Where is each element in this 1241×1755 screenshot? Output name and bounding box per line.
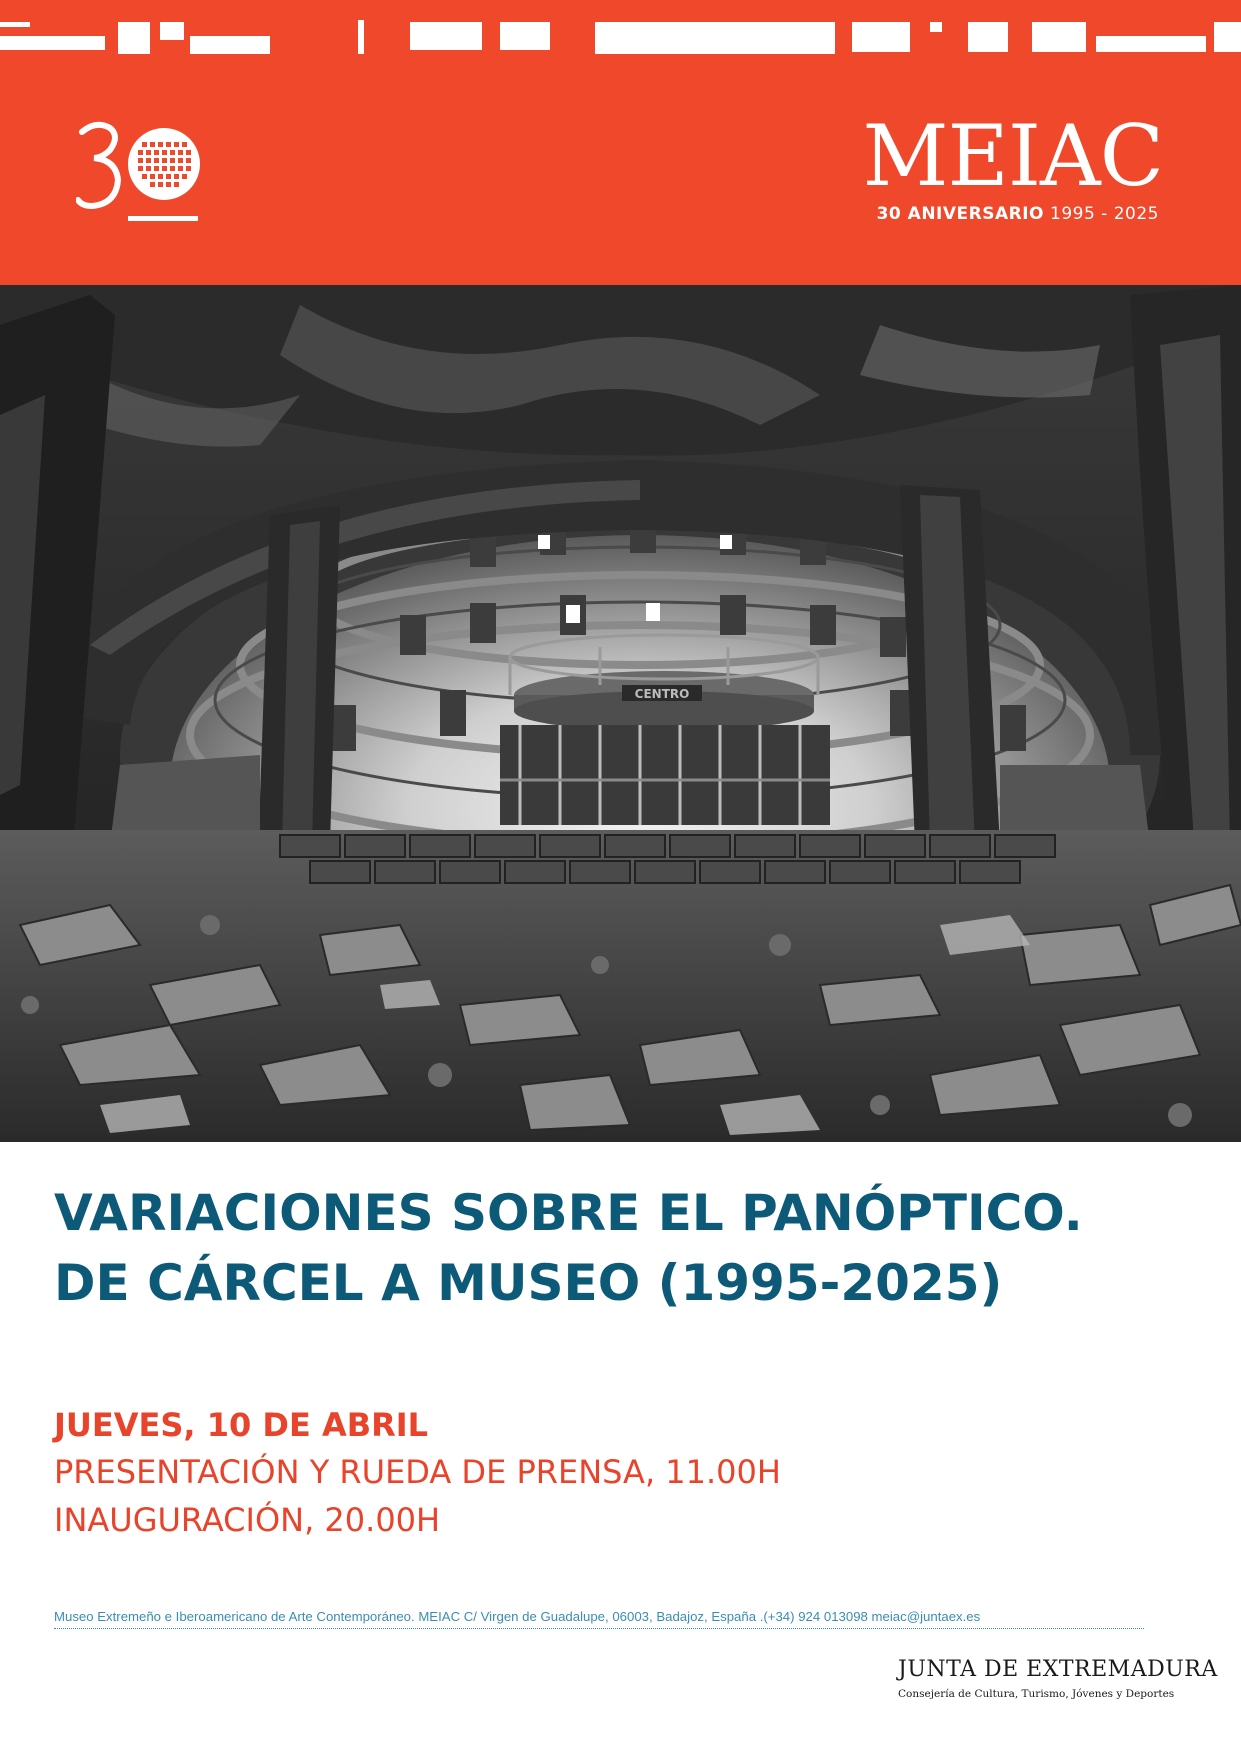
brand-name: MEIAC xyxy=(862,107,1163,205)
title-line-2: DE CÁRCEL A MUSEO (1995-2025) xyxy=(54,1254,1003,1312)
event-details xyxy=(54,1402,1194,1544)
institution-name: JUNTA DE EXTREMADURA xyxy=(898,1657,1218,1682)
panopticon-photo xyxy=(0,285,1241,1142)
anniversary-logo-icon xyxy=(76,118,206,233)
junta-logo xyxy=(898,1657,1218,1700)
header-band xyxy=(0,0,1241,285)
event-date: JUEVES, 10 DE ABRIL xyxy=(54,1406,429,1444)
tower-sign: CENTRO xyxy=(634,687,690,701)
department-name: Consejería de Cultura, Turismo, Jóvenes y Deportes xyxy=(898,1688,1175,1700)
event-press-conference: PRESENTACIÓN Y RUEDA DE PRENSA, 11.00H xyxy=(54,1453,781,1491)
anniversary-label: 30 ANIVERSARIO xyxy=(876,204,1045,224)
brand-block xyxy=(862,107,1163,224)
museum-address: Museo Extremeño e Iberoamericano de Arte Contemporáneo. MEIAC C/ Virgen de Guadalupe, 06003, Badajoz, España .(+34) 924 013098 meiac@juntaex.es xyxy=(54,1609,1144,1629)
panopticon-image xyxy=(0,285,1241,1142)
anniversary-line xyxy=(863,204,1159,224)
exhibition-title xyxy=(54,1178,1194,1318)
title-line-1: VARIACIONES SOBRE EL PANÓPTICO. xyxy=(54,1184,1083,1242)
event-inauguration: INAUGURACIÓN, 20.00H xyxy=(54,1501,441,1539)
anniversary-years: 1995 - 2025 xyxy=(1050,204,1159,224)
